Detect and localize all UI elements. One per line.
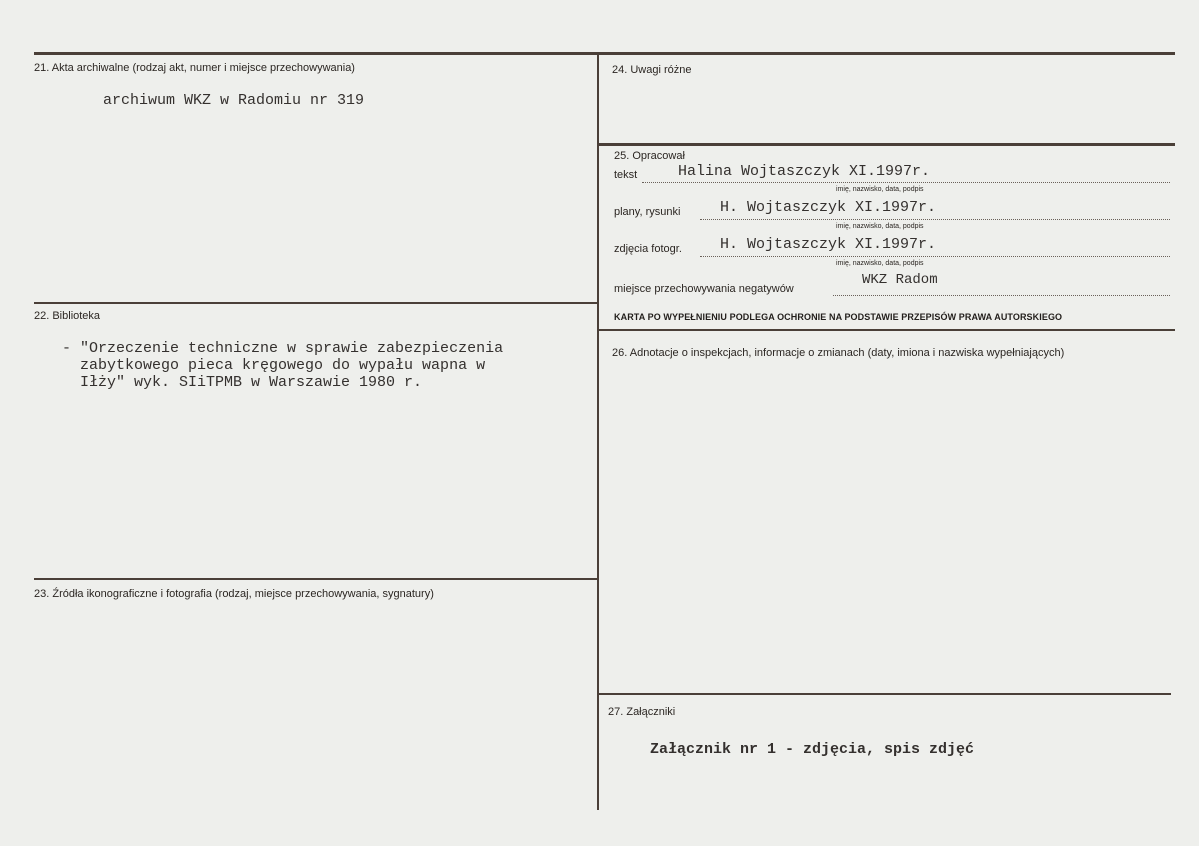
section-22-line-2: zabytkowego pieca kręgowego do wypału wapna w [62, 357, 486, 374]
plany-value: H. Wojtaszczyk XI.1997r. [720, 199, 937, 216]
center-divider [597, 52, 599, 810]
zdjecia-value: H. Wojtaszczyk XI.1997r. [720, 236, 937, 253]
section-26-title: 26. Adnotacje o inspekcjach, informacje o zmianach (daty, imiona i nazwiska wypełniających) [612, 347, 1065, 359]
copyright-notice: KARTA PO WYPEŁNIENIU PODLEGA OCHRONIE NA PODSTAWIE PRZEPISÓW PRAWA AUTORSKIEGO [614, 312, 1063, 322]
section-23-title: 23. Źródła ikonograficzne i fotografia (rodzaj, miejsce przechowywania, sygnatury) [34, 588, 434, 600]
plany-hint: imię, nazwisko, data, podpis [836, 223, 924, 230]
tekst-label: tekst [614, 169, 638, 181]
plany-line [700, 219, 1170, 220]
section-25-title: 25. Opracował [614, 150, 685, 162]
zdjecia-line [700, 256, 1170, 257]
section-22-title: 22. Biblioteka [34, 310, 101, 322]
section-22-line-3: Iłży" wyk. SIiTPMB w Warszawie 1980 r. [62, 374, 423, 391]
miejsce-line [833, 295, 1170, 296]
section-27-title: 27. Załączniki [608, 706, 676, 718]
top-rule [34, 52, 1175, 55]
section-21-title: 21. Akta archiwalne (rodzaj akt, numer i miejsce przechowywania) [34, 62, 355, 74]
tekst-hint: imię, nazwisko, data, podpis [836, 186, 924, 193]
section-21-value: archiwum WKZ w Radomiu nr 319 [103, 92, 365, 109]
right-rule-25 [598, 143, 1175, 146]
zdjecia-hint: imię, nazwisko, data, podpis [836, 260, 924, 267]
miejsce-label: miejsce przechowywania negatywów [614, 283, 794, 295]
section-24-title: 24. Uwagi różne [612, 64, 692, 76]
left-rule-23 [34, 578, 598, 580]
right-rule-27 [598, 693, 1171, 695]
right-rule-26 [598, 329, 1175, 331]
tekst-value: Halina Wojtaszczyk XI.1997r. [678, 163, 931, 180]
section-27-value: Załącznik nr 1 - zdjęcia, spis zdjęć [650, 741, 975, 758]
tekst-line [642, 182, 1170, 183]
section-22-line-1: - "Orzeczenie techniczne w sprawie zabezpieczenia [62, 340, 504, 357]
zdjecia-label: zdjęcia fotogr. [614, 243, 682, 255]
miejsce-value: WKZ Radom [862, 272, 938, 288]
left-rule-22 [34, 302, 598, 304]
plany-label: plany, rysunki [614, 206, 681, 218]
